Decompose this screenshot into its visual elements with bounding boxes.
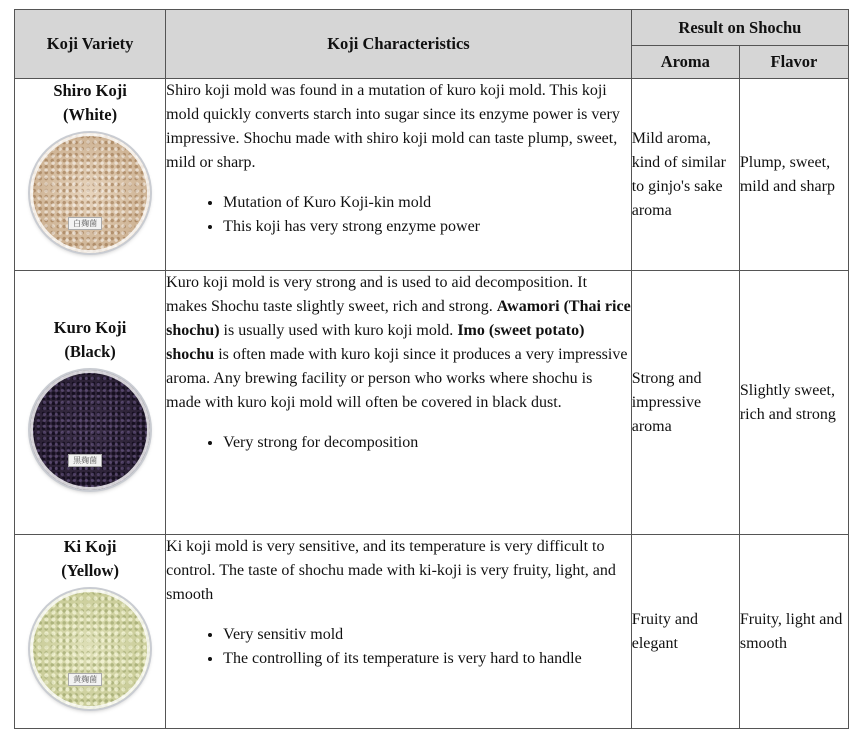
table-row-kuro	[15, 271, 849, 535]
variety-color-ki: (Yellow)	[61, 561, 119, 580]
table-row-shiro	[15, 79, 849, 271]
description-text: is usually used with kuro koji mold.	[219, 322, 458, 339]
flavor-cell-kuro	[739, 271, 848, 535]
shiro-koji-dish-image	[30, 133, 150, 253]
variety-name-ki: Ki Koji	[63, 537, 117, 556]
variety-name-shiro: Shiro Koji	[53, 81, 127, 100]
aroma-shiro: Mild aroma, kind of similar to ginjo's sake aroma	[631, 129, 726, 219]
flavor-cell-shiro	[739, 79, 848, 271]
bullet-item: • The controlling of its temperature is very hard to handle	[223, 647, 631, 671]
dish-label-shiro: 白麹菌	[68, 217, 102, 230]
bullet-item: • Mutation of Kuro Koji-kin mold	[223, 191, 631, 215]
header-aroma: Aroma	[631, 46, 739, 79]
description-text: is often made with kuro koji since it produces a very impressive aroma. Any brewing facility or person who works where shochu is made with kuro koji mold will often be covered in black dust.	[166, 346, 628, 411]
aroma-kuro: Strong and impressive aroma	[631, 369, 702, 435]
description-text: Kuro koji mold is very strong and is used to aid decomposition. It makes Shochu taste slightly sweet, rich and strong.	[166, 274, 588, 315]
table-row-ki	[15, 535, 849, 729]
bullet-list-shiro	[166, 191, 631, 239]
bullet-list-ki	[166, 623, 631, 671]
bullet-list-kuro	[166, 431, 631, 455]
header-koji-characteristics: Koji Characteristics	[166, 10, 632, 79]
variety-color-shiro: (White)	[63, 105, 118, 124]
aroma-cell-ki	[631, 535, 739, 729]
ki-koji-dish-image	[30, 589, 150, 709]
description-ki: Ki koji mold is very sensitive, and its temperature is very difficult to control. The taste of shochu made with ki-koji is very fruity, light, and smooth	[166, 538, 616, 603]
variety-cell-shiro	[15, 79, 166, 271]
header-koji-variety: Koji Variety	[15, 10, 166, 79]
description-shiro: Shiro koji mold was found in a mutation of kuro koji mold. This koji mold quickly converts starch into sugar since its enzyme power is very impressive. Shochu made with shiro koji mold can taste plump, sweet, mild or sharp.	[166, 82, 620, 171]
aroma-cell-kuro	[631, 271, 739, 535]
flavor-ki: Fruity, light and smooth	[739, 610, 843, 652]
variety-color-kuro: (Black)	[64, 341, 116, 361]
description-kuro	[166, 271, 631, 415]
header-flavor: Flavor	[739, 46, 848, 79]
characteristics-cell-kuro	[166, 271, 632, 535]
bullet-item: • Very strong for decomposition	[223, 431, 631, 455]
variety-cell-ki	[15, 535, 166, 729]
koji-comparison-table	[14, 9, 849, 729]
flavor-cell-ki	[739, 535, 848, 729]
awamori-emphasis: Awamori (Thai rice shochu)	[166, 298, 631, 339]
aroma-ki: Fruity and elegant	[631, 610, 698, 652]
characteristics-cell-ki	[166, 535, 632, 729]
bullet-item: • This koji has very strong enzyme power	[223, 215, 631, 239]
flavor-shiro: Plump, sweet, mild and sharp	[739, 153, 835, 195]
dish-label-kuro: 黒麹菌	[68, 454, 102, 467]
variety-cell-kuro	[15, 271, 166, 535]
imo-shochu-emphasis: Imo (sweet potato) shochu	[166, 322, 585, 363]
variety-name-kuro: Kuro Koji	[53, 317, 127, 337]
dish-label-ki: 黄麹菌	[68, 673, 102, 686]
kuro-koji-dish-image	[30, 370, 150, 490]
aroma-cell-shiro	[631, 79, 739, 271]
characteristics-cell-shiro	[166, 79, 632, 271]
flavor-kuro: Slightly sweet, rich and strong	[739, 381, 836, 423]
bullet-item: • Very sensitiv mold	[223, 623, 631, 647]
header-result-on-shochu: Result on Shochu	[631, 10, 848, 46]
